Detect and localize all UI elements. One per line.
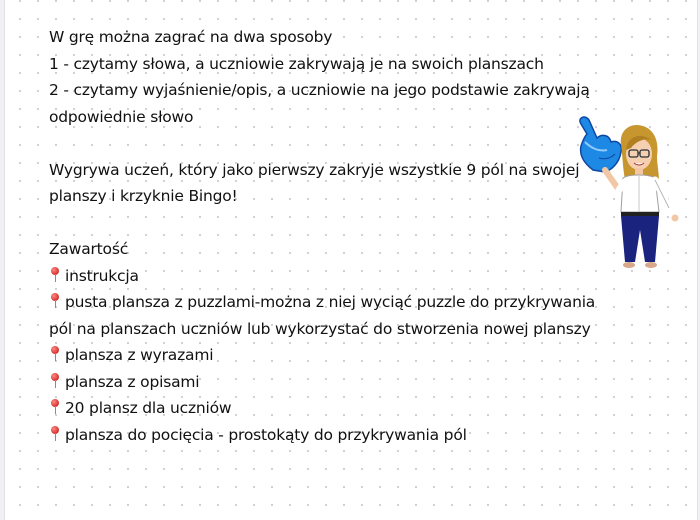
instructions-line-4: odpowiednie słowo: [49, 107, 194, 126]
contents-item-4: [49, 369, 569, 396]
pushpin-icon: [49, 399, 61, 415]
foam-finger-icon: [580, 117, 621, 172]
instructions-line-1: W grę można zagrać na dwa sposoby: [49, 28, 333, 46]
contents-item-text: plansza z opisami: [65, 372, 200, 391]
contents-item-text: plansza z wyrazami: [65, 346, 214, 364]
contents-item-1: [49, 263, 569, 290]
contents-item-text: pusta plansza z puzzlami-można z niej wyciąć puzzle do przykrywania: [65, 293, 596, 311]
contents-item-text: instrukcja: [65, 266, 139, 285]
pushpin-icon: [49, 267, 61, 283]
instructions-line-3: 2 - czytamy wyjaśnienie/opis, a uczniowie na jego podstawie zakrywają: [49, 81, 590, 99]
spacer: [49, 210, 569, 237]
instructions-line-2: 1 - czytamy słowa, a uczniowie zakrywają je na swoich planszach: [49, 54, 544, 73]
winner-line-1: Wygrywa uczeń, który jako pierwszy zakryje wszystkie 9 pól na swojej: [49, 160, 580, 179]
contents-item-text: 20 plansz dla uczniów: [65, 399, 232, 417]
contents-heading: Zawartość: [49, 240, 129, 258]
contents-item-2-continuation: pól na planszach uczniów lub wykorzystać do stworzenia nowej planszy: [49, 319, 591, 338]
document-page: [4, 0, 698, 520]
document-text: [49, 24, 596, 448]
pushpin-icon: [49, 346, 61, 362]
contents-item-3: [49, 342, 569, 369]
pushpin-icon: [49, 426, 61, 442]
contents-item-5: [49, 395, 569, 422]
contents-item-text: plansza do pocięcia - prostokąty do przykrywania pól: [65, 425, 467, 444]
bitmoji-avatar-illustration: [571, 112, 681, 272]
winner-line-2: planszy i krzyknie Bingo!: [49, 187, 238, 205]
spacer: [49, 130, 569, 157]
pushpin-icon: [49, 293, 61, 309]
pushpin-icon: [49, 373, 61, 389]
contents-item-6: [49, 422, 569, 449]
contents-item-2: [49, 289, 596, 316]
